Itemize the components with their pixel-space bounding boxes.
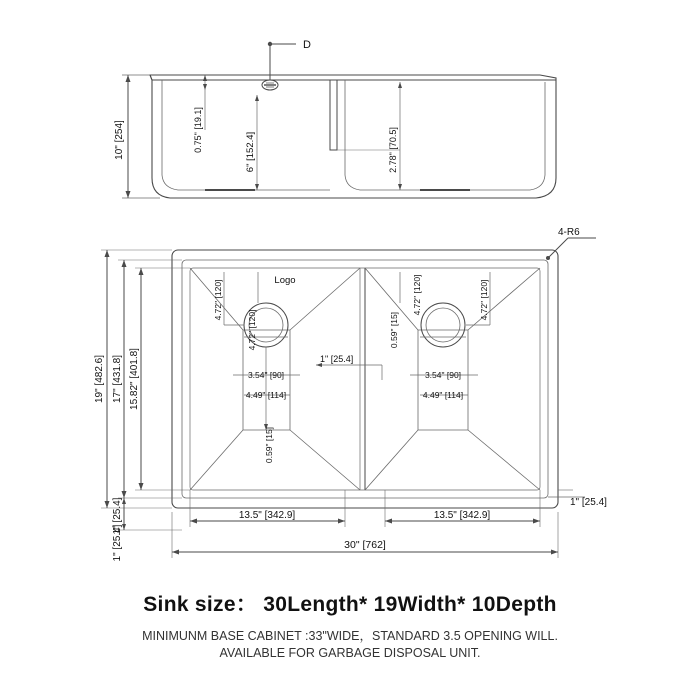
right-drain-top-dim: 0.59" [15] bbox=[389, 311, 399, 349]
right-drain-outer bbox=[421, 303, 465, 347]
caption-line-2: AVAILABLE FOR GARBAGE DISPOSAL UNIT. bbox=[219, 646, 481, 660]
dim-right-edge: 1" [25.4] bbox=[570, 497, 607, 508]
right-drain-offset: 4.49" [114] bbox=[422, 390, 464, 400]
front-dim-lip: 0.75" [19.1] bbox=[193, 107, 203, 153]
front-dim-left-depth: 6" [152.4] bbox=[245, 131, 256, 173]
right-drain-right-dim: 4.72" [120] bbox=[479, 279, 489, 321]
dim-total-length: 30" [762] bbox=[344, 539, 386, 551]
front-right-basin-contour bbox=[345, 80, 545, 190]
left-bottom-offset: 0.59" [15] bbox=[264, 426, 274, 464]
left-drain-top-dim: 4.72" [120] bbox=[213, 279, 223, 321]
dim-inner-width: 17" [431.8] bbox=[112, 354, 123, 404]
dim-left-basin-length: 13.5" [342.9] bbox=[238, 510, 296, 521]
top-view-group bbox=[101, 238, 596, 558]
front-divider-notch bbox=[330, 80, 337, 150]
dim-basin-width: 15.82" [401.8] bbox=[129, 348, 140, 410]
left-drain-diameter: 3.54" [90] bbox=[247, 370, 285, 380]
right-drain-left-dim: 4.72" [120] bbox=[412, 274, 422, 316]
left-drain-left-dim: 4.72" [120] bbox=[247, 309, 257, 351]
dim-outer-width: 19" [482.6] bbox=[94, 354, 105, 404]
dim-bottom-edge-2: 1" [25.4] bbox=[112, 524, 123, 562]
front-body-outline bbox=[150, 75, 556, 198]
corner-radius-label: 4-R6 bbox=[558, 227, 580, 238]
left-drain-offset: 4.49" [114] bbox=[245, 390, 287, 400]
front-callout-label: D bbox=[303, 39, 311, 51]
dim-bottom-edge: 1" [25.4] bbox=[112, 497, 123, 535]
front-dim-height: 10" [254] bbox=[114, 120, 125, 160]
logo-label: Logo bbox=[274, 275, 296, 286]
right-drain-diameter: 3.54" [90] bbox=[424, 370, 462, 380]
front-dim-right-depth: 2.78" [70.5] bbox=[388, 127, 398, 173]
left-basin-dim-leaders bbox=[224, 272, 300, 430]
front-view-group bbox=[122, 42, 556, 198]
dim-right-basin-length: 13.5" [342.9] bbox=[433, 510, 491, 521]
dim-center: 1" [25.4] bbox=[320, 354, 354, 364]
caption-line-1: MINIMUNM BASE CABINET :33"WIDE，STANDARD 3.5 OPENING WILL. bbox=[142, 629, 558, 643]
caption-title: Sink size： 30Length* 19Width* 10Depth bbox=[143, 593, 557, 616]
